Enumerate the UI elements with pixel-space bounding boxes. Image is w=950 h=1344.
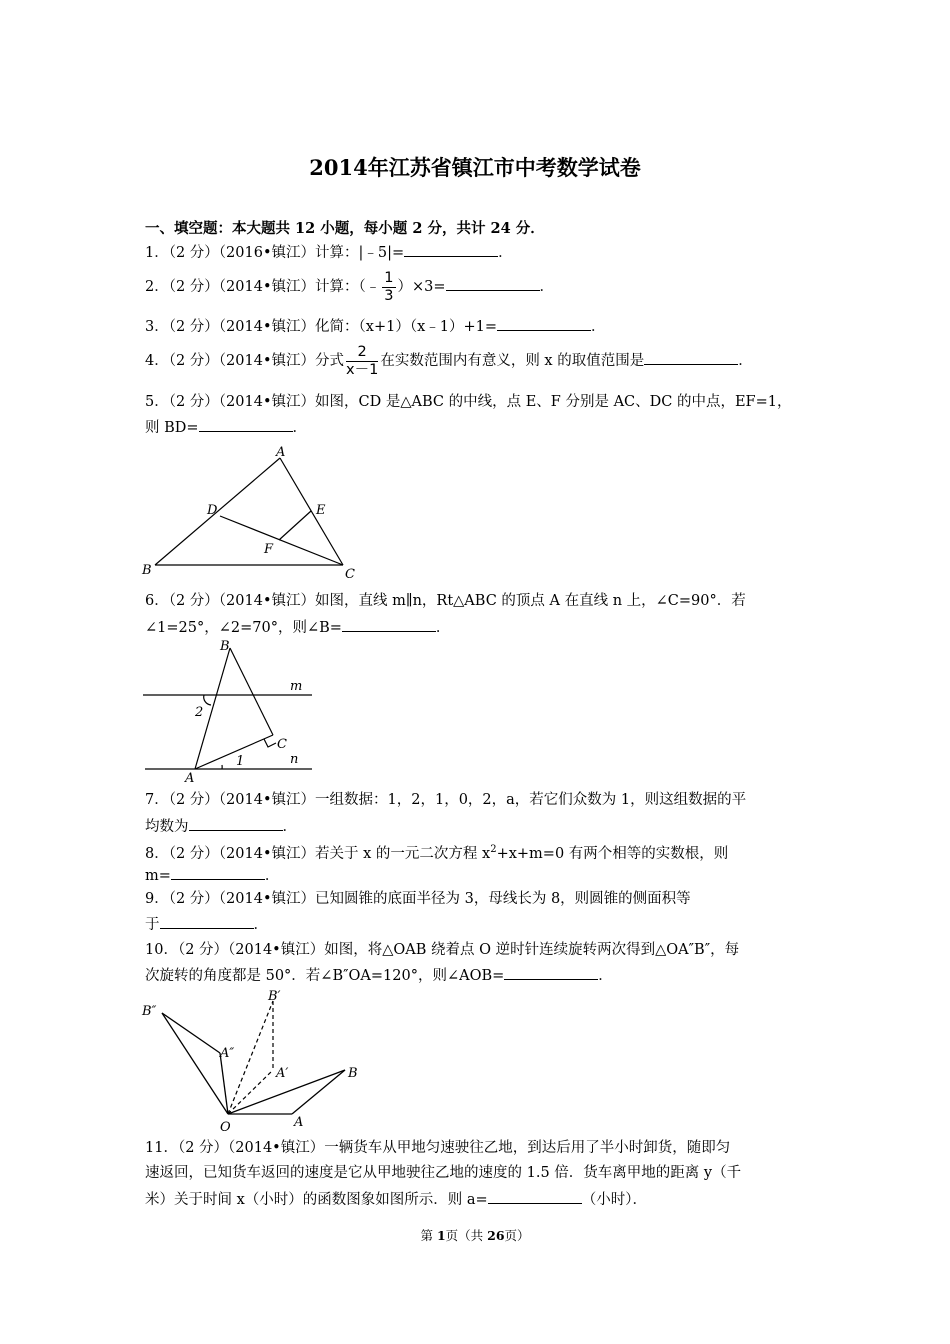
question-5-line-1: 5．（2 分）（2014•镇江）如图，CD 是△ABC 的中线，点 E、F 分别是 AC、DC 的中点，EF=1， [145, 394, 792, 410]
answer-blank[interactable] [404, 242, 498, 257]
answer-blank[interactable] [171, 865, 265, 880]
question-6-line-2: ∠1=25°，∠2=70°，则∠B= ． [145, 617, 450, 638]
label-a-prime: A′ [276, 1066, 289, 1081]
question-11-line-2: 速返回，已知货车返回的速度是它从甲地驶往乙地的速度的 1.5 倍．货车离甲地的距离 y（千 [145, 1165, 742, 1181]
answer-blank[interactable] [504, 965, 598, 980]
question-5-line-2: 则 BD= ． [145, 417, 307, 438]
label-b: B [220, 639, 230, 654]
label-a: A [294, 1115, 304, 1130]
answer-blank[interactable] [189, 816, 283, 831]
label-b-double-prime: B″ [142, 1004, 157, 1019]
label-b-prime: B′ [268, 989, 281, 1004]
question-2: 2．（2 分）（2014•镇江）计算：（﹣ $\frac{1}{3}$ ）×3= ． [145, 269, 555, 304]
label-b: B [348, 1066, 358, 1081]
label-o: O [220, 1120, 231, 1135]
question-8-line-2: m= ． [145, 865, 279, 886]
answer-blank[interactable] [497, 316, 591, 331]
answer-blank[interactable] [446, 276, 540, 291]
label-a: A [185, 771, 195, 786]
fraction: $\frac{2}{x-1}$ [346, 343, 379, 378]
fraction: $\frac{1}{3}$ [384, 269, 394, 304]
figure-parallel-lines [140, 636, 320, 786]
label-f: F [264, 542, 274, 557]
question-7-line-1: 7．（2 分）（2014•镇江）一组数据：1，2，1，0，2，a，若它们众数为 1，则这组数据的平 [145, 792, 747, 808]
label-b: B [142, 563, 152, 578]
section-heading: 一、填空题：本大题共 12 小题，每小题 2 分，共计 24 分． [145, 220, 545, 237]
label-a: A [276, 445, 286, 460]
answer-blank[interactable] [644, 350, 738, 365]
question-8-line-1: 8．（2 分）（2014•镇江）若关于 x 的一元二次方程 $x^2+x+m=0$ 有两个相等的实数根，则 [145, 844, 729, 862]
label-a-double-prime: A″ [220, 1046, 235, 1061]
question-1: 1．（2 分）（2016•镇江）计算：|﹣5|= ． [145, 242, 513, 263]
page-title: 2014年江苏省镇江市中考数学试卷 [309, 155, 641, 180]
question-3: 3．（2 分）（2014•镇江）化简：（x+1）（x﹣1）+1= ． [145, 316, 606, 337]
label-c: C [345, 567, 355, 582]
label-c: C [277, 737, 287, 752]
label-e: E [316, 503, 326, 518]
question-9-line-2: 于 ． [145, 914, 268, 935]
question-6-line-1: 6．（2 分）（2014•镇江）如图，直线 m∥n，Rt△ABC 的顶点 A 在直线 n 上，∠C=90°．若 [145, 593, 746, 609]
question-10-line-2: 次旋转的角度都是 50°．若∠B″OA=120°，则∠AOB= ． [145, 965, 613, 986]
label-angle-1: 1 [236, 754, 245, 769]
answer-blank[interactable] [342, 617, 436, 632]
question-11-line-3: 米）关于时间 x（小时）的函数图象如图所示．则 a= （小时）． [145, 1189, 647, 1210]
figure-triangle-abc [140, 440, 370, 585]
label-angle-2: 2 [195, 705, 204, 720]
question-4: 4．（2 分）（2014•镇江）分式 $\frac{2}{x-1}$ 在实数范围内有意义，则 x 的取值范围是 ． [145, 343, 753, 378]
question-7-line-2: 均数为 ． [145, 816, 297, 837]
answer-blank[interactable] [488, 1189, 582, 1204]
page-footer: 第 1页（共 26页） [420, 1228, 530, 1243]
answer-blank[interactable] [160, 914, 254, 929]
figure-rotation [140, 985, 370, 1135]
label-n: n [290, 752, 299, 767]
question-10-line-1: 10．（2 分）（2014•镇江）如图，将△OAB 绕着点 O 逆时针连续旋转两次得到△OA″B″，每 [145, 942, 740, 958]
label-d: D [207, 503, 218, 518]
answer-blank[interactable] [199, 417, 293, 432]
label-m: m [290, 679, 303, 694]
question-9-line-1: 9．（2 分）（2014•镇江）已知圆锥的底面半径为 3，母线长为 8，则圆锥的侧面积等 [145, 891, 691, 907]
question-11-line-1: 11．（2 分）（2014•镇江）一辆货车从甲地匀速驶往乙地，到达后用了半小时卸货，随即匀 [145, 1140, 731, 1156]
